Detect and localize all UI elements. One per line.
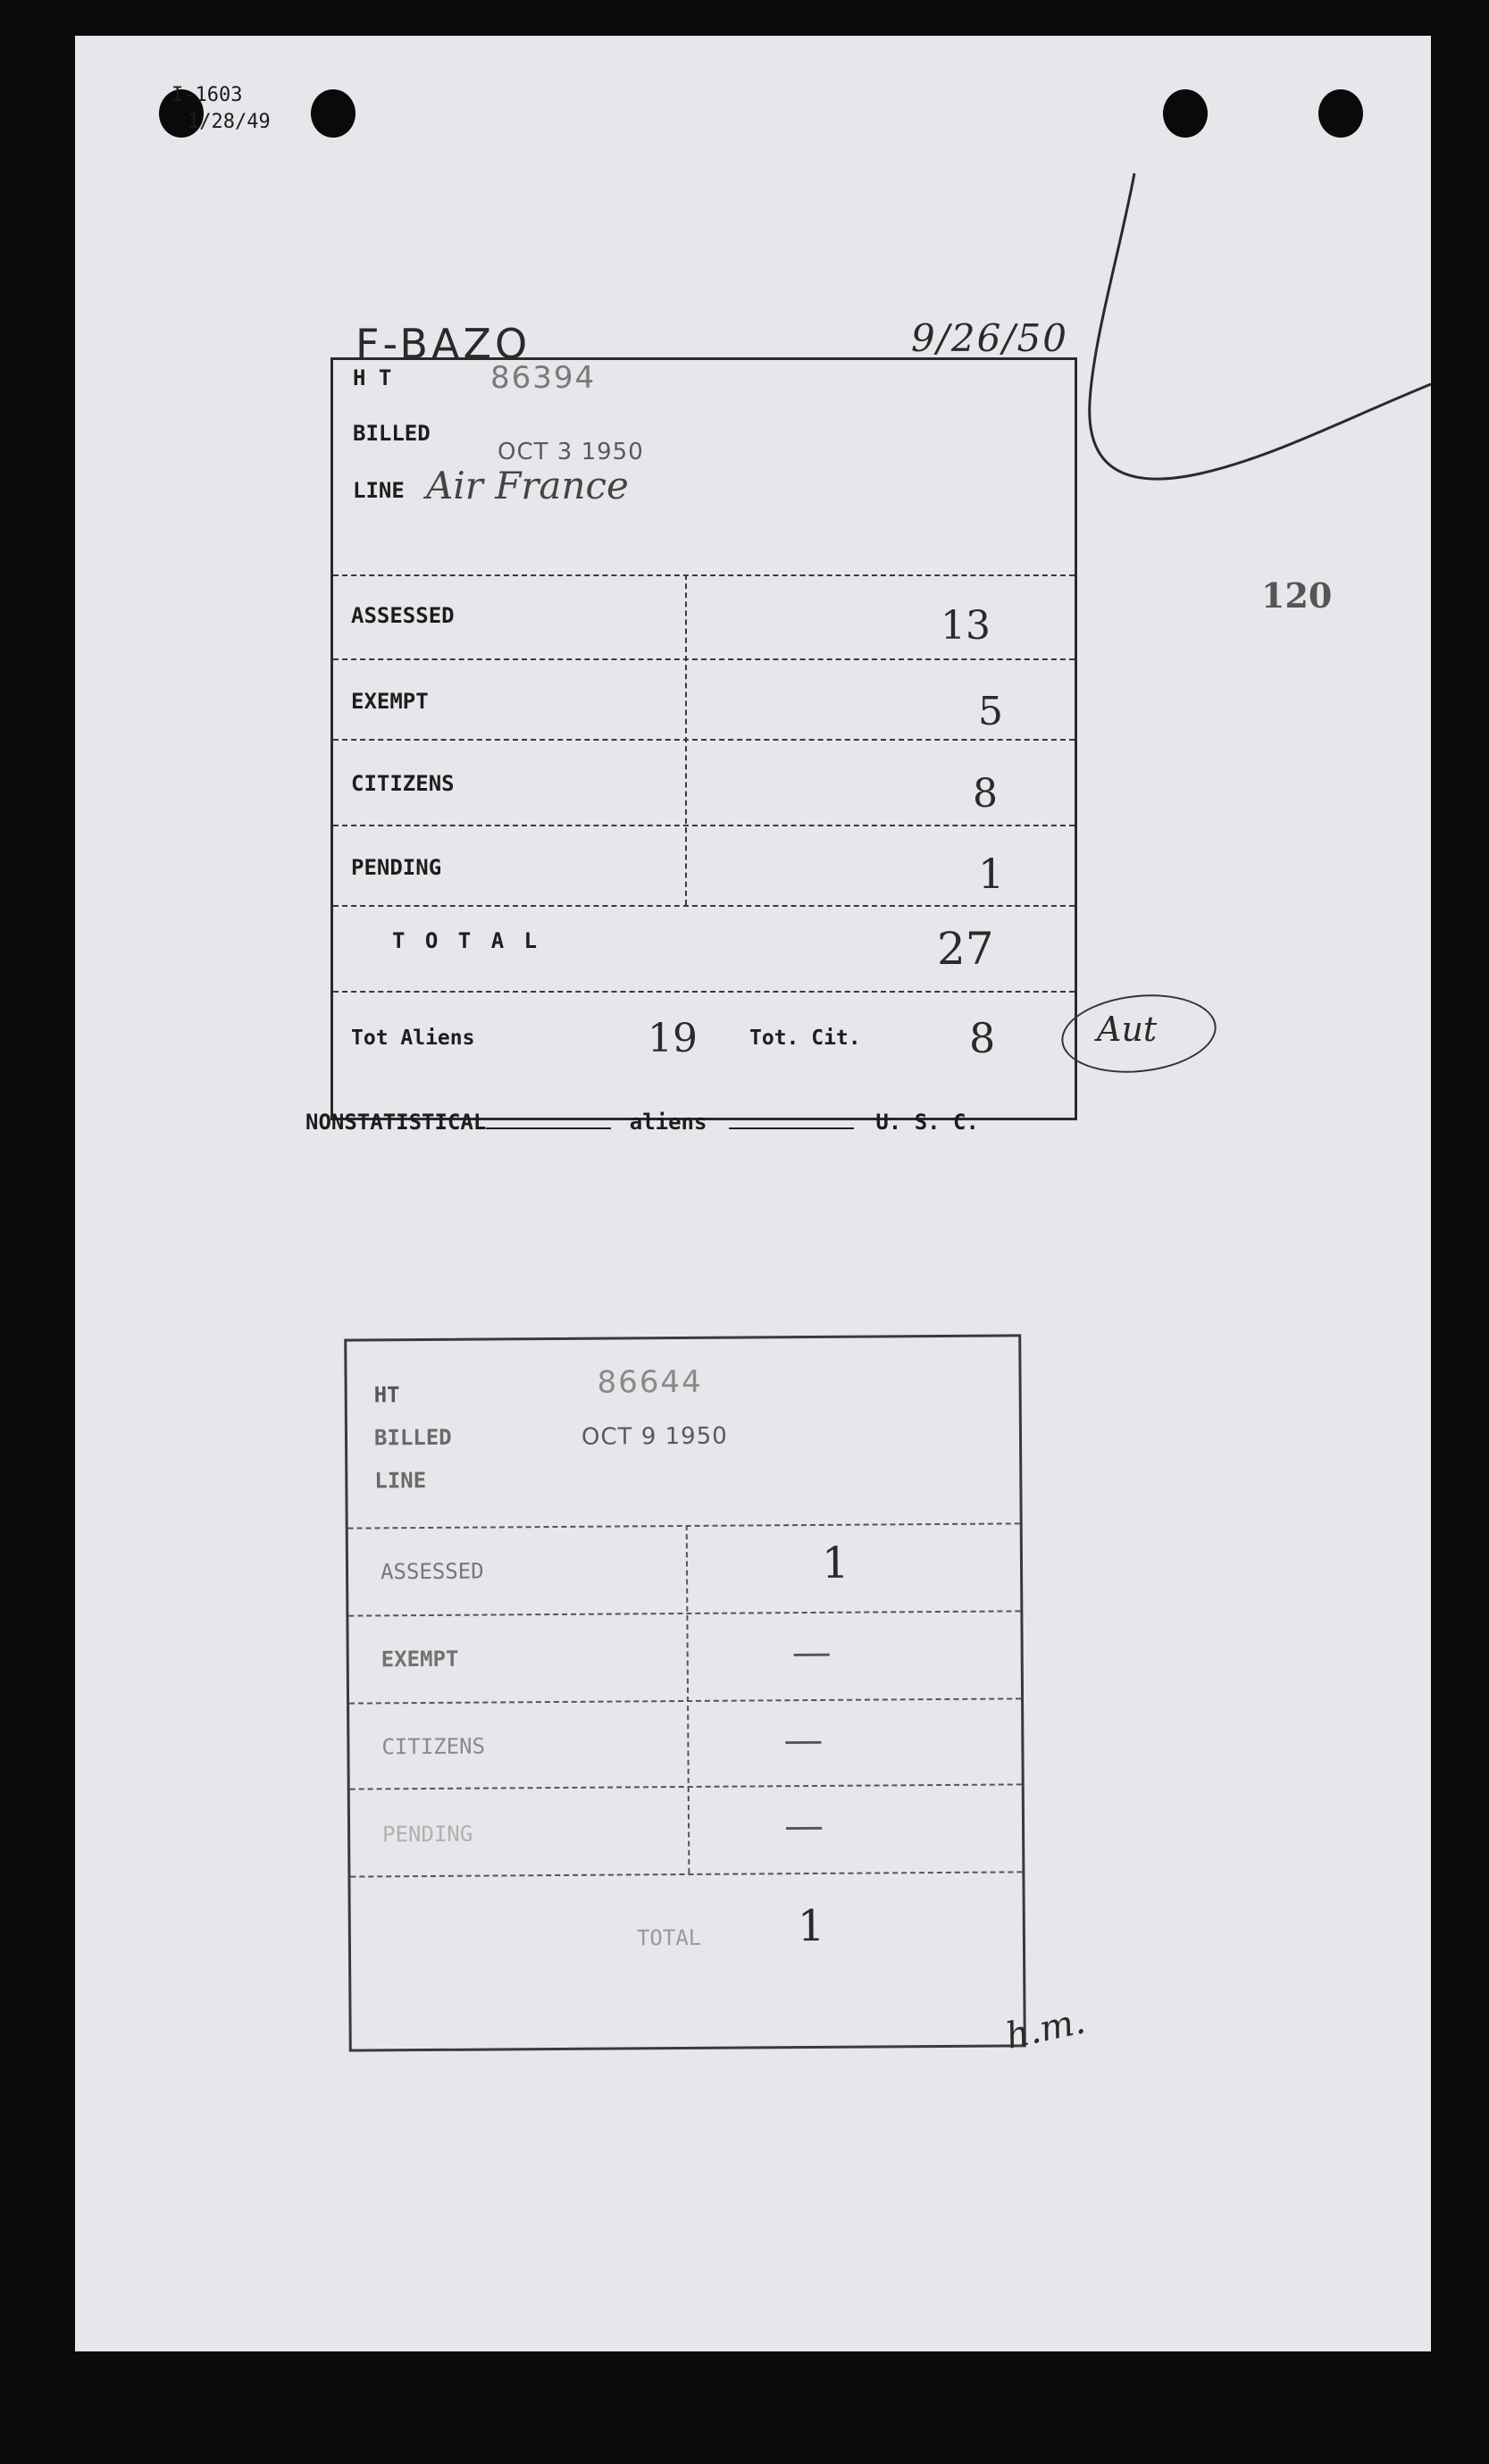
ht-label-2: HT bbox=[373, 1382, 400, 1408]
punch-hole-right-2 bbox=[1318, 89, 1363, 138]
line-label-2: LINE bbox=[374, 1468, 427, 1494]
row-label-exempt-2: EXEMPT bbox=[381, 1646, 459, 1672]
divider bbox=[333, 658, 1075, 660]
tot-aliens-label: Tot Aliens bbox=[351, 1027, 475, 1050]
tot-cit-label: Tot. Cit. bbox=[749, 1027, 861, 1050]
tot-cit-value: 8 bbox=[969, 1014, 996, 1062]
billed-date-stamp-2: OCT 9 1950 bbox=[581, 1422, 728, 1451]
hand-drawn-bracket bbox=[1058, 170, 1433, 545]
divider bbox=[333, 825, 1075, 826]
billed-date-stamp: OCT 3 1950 bbox=[498, 439, 644, 465]
row-value-citizens: 8 bbox=[973, 771, 998, 817]
ht-label: H T bbox=[353, 365, 392, 390]
line-label: LINE bbox=[353, 478, 405, 503]
punch-hole-right bbox=[1163, 89, 1208, 138]
flight-date: 9/26/50 bbox=[911, 316, 1068, 360]
nonstatistical-label: NONSTATISTICAL bbox=[305, 1110, 487, 1135]
total-label-2: TOTAL bbox=[636, 1924, 702, 1951]
ht-number-stamp: 86394 bbox=[490, 360, 597, 396]
punch-hole-left-2 bbox=[311, 89, 356, 138]
divider bbox=[350, 1783, 1022, 1789]
initials-hm: h.m. bbox=[1002, 2000, 1089, 2058]
tot-aliens-value: 19 bbox=[648, 1016, 698, 1061]
total-value-2: 1 bbox=[797, 1900, 825, 1952]
divider bbox=[333, 739, 1075, 741]
nonstatistical-blank bbox=[486, 1108, 611, 1129]
form-date: 1/28/49 bbox=[188, 111, 271, 133]
divider bbox=[350, 1871, 1022, 1877]
row-label-assessed-2: ASSESSED bbox=[380, 1558, 484, 1585]
row-value-assessed-2: 1 bbox=[821, 1538, 849, 1588]
aliens-label: aliens bbox=[629, 1110, 707, 1135]
usc-label: U. S. C. bbox=[875, 1110, 979, 1135]
divider bbox=[333, 991, 1075, 993]
aliens-blank bbox=[729, 1108, 854, 1129]
row-label-assessed: ASSESSED bbox=[351, 603, 455, 628]
row-value-assessed: 13 bbox=[941, 603, 991, 649]
divider bbox=[333, 574, 1075, 576]
row-value-exempt-2: — bbox=[791, 1629, 832, 1676]
row-value-pending-2: — bbox=[783, 1802, 824, 1849]
page-number: 120 bbox=[1261, 575, 1333, 616]
row-label-exempt: EXEMPT bbox=[351, 689, 429, 714]
column-divider bbox=[685, 574, 687, 905]
row-label-citizens-2: CITIZENS bbox=[381, 1733, 486, 1760]
flight-code: F-BAZO bbox=[356, 320, 531, 368]
tally-form-2 bbox=[344, 1334, 1026, 2051]
total-label: T O T A L bbox=[392, 928, 541, 953]
divider bbox=[349, 1697, 1021, 1704]
ht-number-stamp-2: 86644 bbox=[597, 1363, 703, 1401]
line-value-handwritten: Air France bbox=[426, 464, 629, 507]
tally-form-1 bbox=[330, 357, 1077, 1120]
row-value-exempt: 5 bbox=[978, 689, 1003, 734]
form-number: I-1603 bbox=[171, 84, 243, 106]
initials-text: Aut bbox=[1097, 1010, 1158, 1049]
billed-label-2: BILLED bbox=[373, 1424, 452, 1451]
nonstatistical-line bbox=[305, 1108, 979, 1135]
divider bbox=[333, 905, 1075, 907]
row-label-pending: PENDING bbox=[351, 855, 442, 880]
total-value: 27 bbox=[937, 923, 994, 975]
row-value-citizens-2: — bbox=[783, 1716, 824, 1764]
divider bbox=[348, 1522, 1020, 1529]
row-label-citizens: CITIZENS bbox=[351, 771, 455, 796]
row-value-pending: 1 bbox=[978, 850, 1005, 898]
document-page bbox=[75, 36, 1431, 2351]
billed-label: BILLED bbox=[353, 421, 431, 446]
row-label-pending-2: PENDING bbox=[381, 1821, 473, 1848]
divider bbox=[348, 1610, 1020, 1616]
